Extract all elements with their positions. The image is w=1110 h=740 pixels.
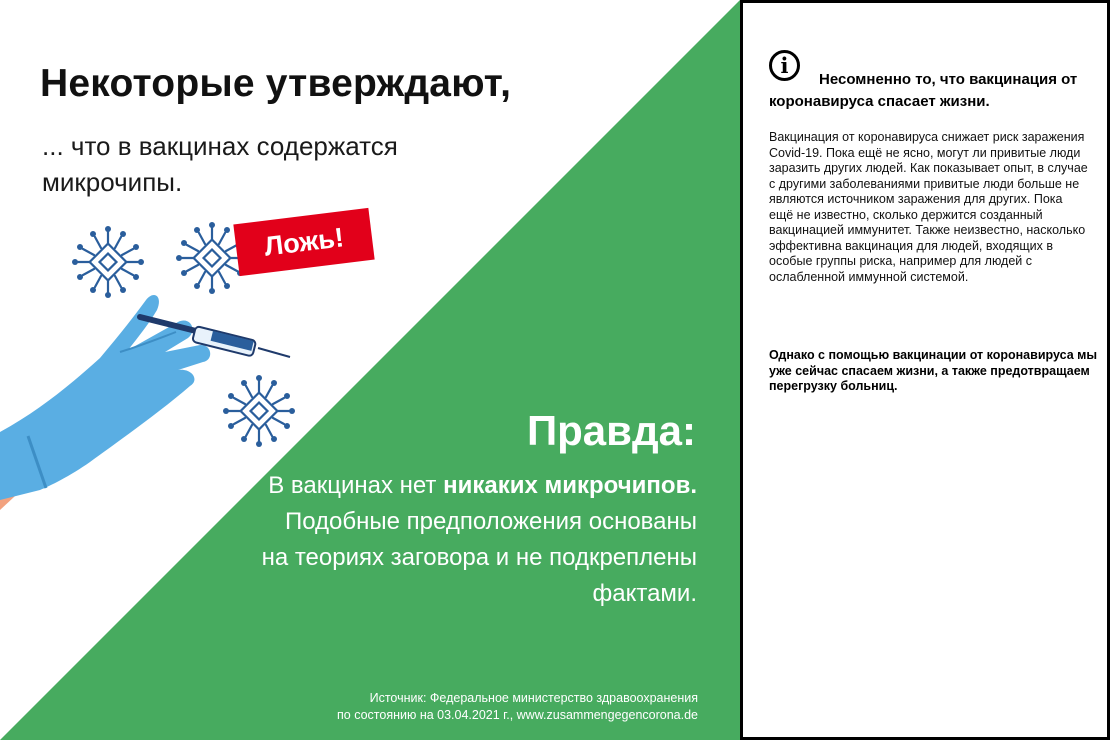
virus-icon xyxy=(72,226,144,298)
truth-text xyxy=(257,468,697,612)
info-body: Вакцинация от коронавируса снижает риск заражения Covid-19. Пока ещё не ясно, могут ли привитые люди заразить других людей. Как показывает опыт, в случае с другими заболеваниями привитые люди больше не являются источником заражения для других. Пока ещё не известно, сколько держится созданный вакцинацией иммунитет. Также неизвестно, насколько эффективна вакцинация для людей, входящих в особые группы риска, например для людей с ослабленной иммунной системой. xyxy=(769,130,1088,284)
truth-text-emphasis: никаких микрочипов. xyxy=(443,472,697,499)
source-line-2: по состоянию на 03.04.2021 г., www.zusammengegencorona.de xyxy=(337,708,698,722)
claim-text: ... что в вакцинах содержатся микрочипы. xyxy=(42,131,398,197)
info-conclusion: Однако с помощью вакцинации от коронавируса мы уже сейчас спасаем жизни, а также предотвращаем перегрузку больниц. xyxy=(769,348,1098,393)
truth-heading: Правда: xyxy=(526,407,696,454)
info-headline: Несомненно то, что вакцинация от коронавируса спасает жизни. xyxy=(769,71,1078,110)
truth-text-start: В вакцинах нет xyxy=(268,472,444,499)
info-panel xyxy=(740,0,1110,740)
info-icon: i xyxy=(769,50,800,81)
virus-icon xyxy=(223,375,295,447)
source-line-1: Источник: Федеральное министерство здравоохранения xyxy=(369,691,698,705)
source-note xyxy=(238,690,698,724)
lie-badge: Ложь! xyxy=(233,208,374,276)
truth-text-end: Подобные предположения основаны на теориях заговора и не подкреплены фактами. xyxy=(261,508,697,607)
claim-title: Некоторые утверждают, xyxy=(40,62,512,105)
